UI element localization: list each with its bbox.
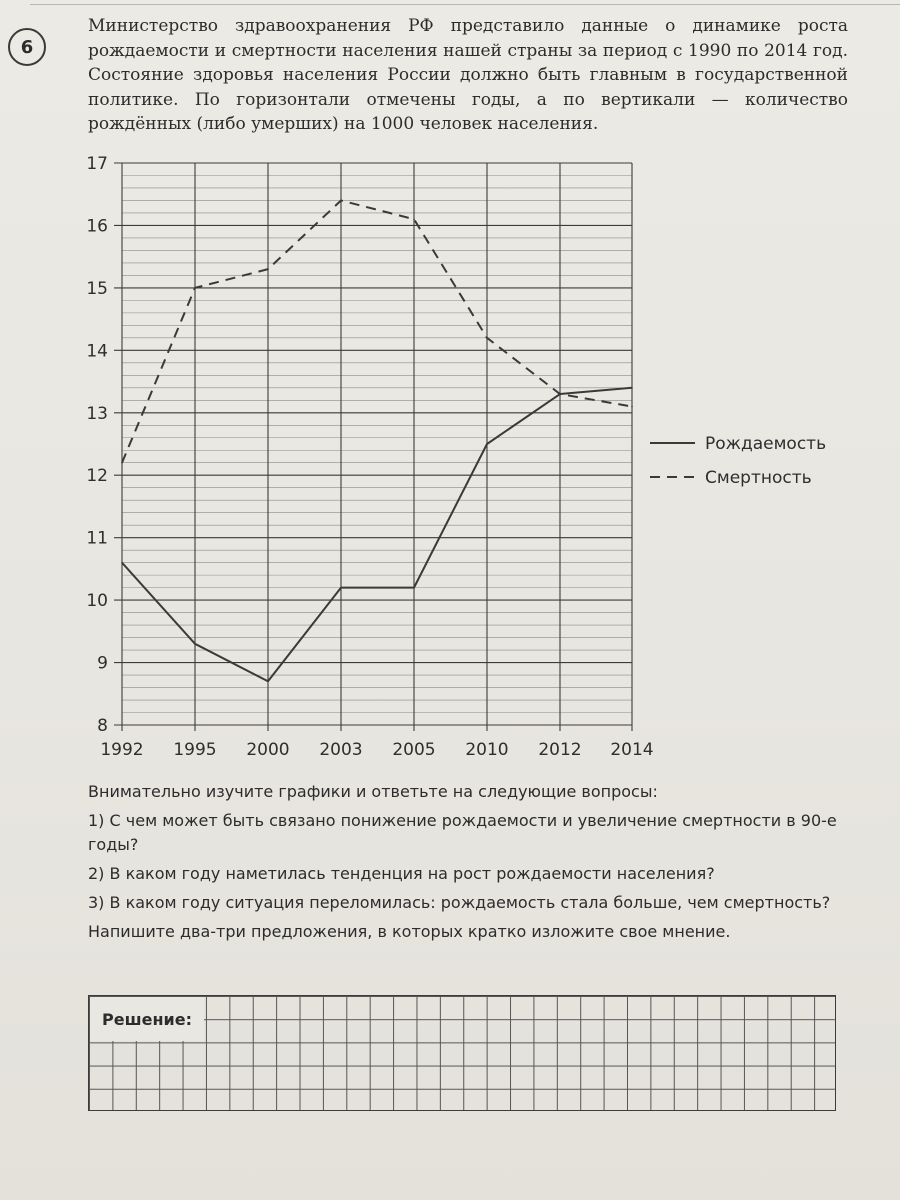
y-tick-label: 9	[97, 653, 108, 674]
y-tick-label: 13	[86, 403, 108, 424]
legend-label: Рождаемость	[705, 434, 827, 454]
task-intro: Министерство здравоохранения РФ представило данные о динамике роста рождаемости и смертности населения нашей страны за период с 1990 по 2014 год. Состояние здоровья населения России должно быть главным в государственной политике. По горизонтали отмечены годы, а по вертикали — количество рождённых (либо умерших) на 1000 человек населения.	[88, 16, 848, 134]
answer-grid[interactable]	[88, 995, 836, 1111]
data-point	[340, 200, 342, 202]
y-tick-label: 15	[86, 278, 108, 299]
data-point	[559, 393, 561, 395]
y-tick-label: 16	[86, 216, 108, 237]
legend-label: Смертность	[705, 468, 812, 488]
grid-minor-lines	[122, 163, 632, 725]
question-2: 2) В каком году наметилась тенденция на рост рождаемости населения?	[88, 864, 715, 883]
x-tick-label: 2000	[246, 740, 290, 760]
data-point	[631, 406, 633, 408]
data-point	[486, 443, 488, 445]
chart-legend	[650, 434, 826, 488]
question-3: 3) В каком году ситуация переломилась: рождаемость стала больше, чем смертность?	[88, 893, 831, 912]
questions-instruction: Напишите два-три предложения, в которых кратко изложите свое мнение.	[88, 922, 731, 941]
data-point	[194, 287, 196, 289]
questions-heading: Внимательно изучите графики и ответьте на следующие вопросы:	[88, 782, 658, 801]
x-tick-label: 2010	[465, 740, 509, 760]
x-tick-label: 2005	[392, 740, 436, 760]
y-tick-label: 14	[86, 341, 108, 362]
x-tick-label: 1992	[100, 740, 144, 760]
answer-label: Решение:	[90, 997, 204, 1041]
y-tick-label: 11	[86, 528, 108, 549]
series-line-birth-rate	[122, 388, 632, 681]
x-tick-label: 1995	[173, 740, 217, 760]
data-point	[631, 387, 633, 389]
task-number-badge: 6	[8, 28, 46, 66]
y-tick-label: 8	[97, 716, 108, 736]
data-point	[267, 268, 269, 270]
y-tick-label: 17	[86, 154, 108, 174]
data-point	[486, 337, 488, 339]
data-point	[121, 562, 123, 564]
x-tick-label: 2003	[319, 740, 363, 760]
data-point	[194, 643, 196, 645]
questions-block	[88, 780, 848, 949]
grid-major-lines	[114, 163, 632, 731]
x-tick-label: 2012	[538, 740, 582, 760]
data-point	[121, 462, 123, 464]
y-tick-label: 10	[86, 591, 108, 612]
data-point	[413, 218, 415, 220]
y-tick-label: 12	[86, 466, 108, 487]
question-1: 1) С чем может быть связано понижение рождаемости и увеличение смертности в 90-е годы?	[88, 811, 837, 854]
series-line-death-rate	[122, 200, 632, 462]
data-point	[413, 587, 415, 589]
x-axis-ticks	[100, 740, 653, 760]
x-tick-label: 2014	[610, 740, 654, 760]
data-point	[267, 680, 269, 682]
y-axis-ticks	[86, 154, 108, 736]
data-point	[340, 587, 342, 589]
chart-series	[121, 200, 633, 682]
